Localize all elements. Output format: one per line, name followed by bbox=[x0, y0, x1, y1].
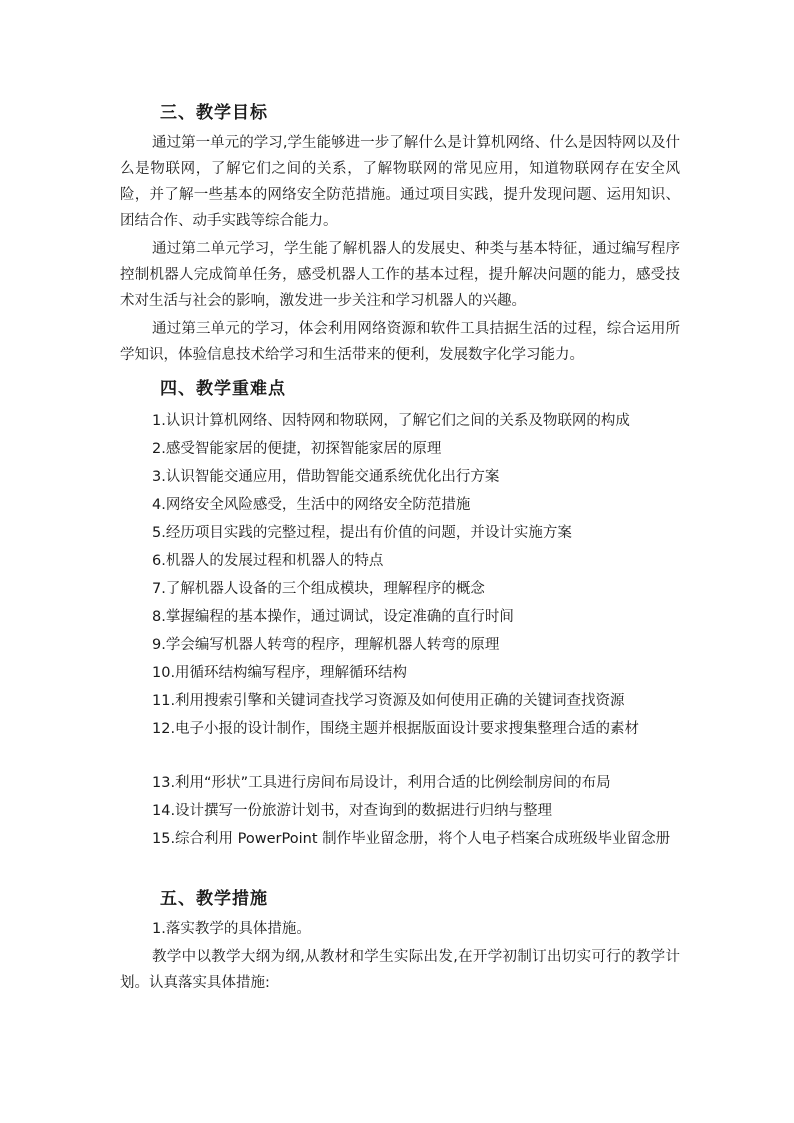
section-5-paragraph: 教学中以教学大纲为纲,从教材和学生实际出发,在开学初制订出切实可行的教学计划。认真落实具体措施: bbox=[120, 949, 680, 991]
section-4-heading: 四、教学重难点 bbox=[160, 379, 286, 399]
section-3-paragraph-2: 通过第二单元学习，学生能了解机器人的发展史、种类与基本特征，通过编写程序控制机器人完成简单任务，感受机器人工作的基本过程，提升解决问题的能力，感受技术对生活与社会的影响，激发进一步关注和学习机器人的兴趣。 bbox=[120, 241, 680, 309]
key-point-item: 7.了解机器人设备的三个组成模块，理解程序的概念 bbox=[152, 581, 485, 597]
section-5-heading: 五、教学措施 bbox=[160, 889, 268, 909]
key-point-item: 11.利用搜索引擎和关键词查找学习资源及如何使用正确的关键词查找资源 bbox=[152, 693, 625, 709]
key-point-item: 13.利用“形状”工具进行房间布局设计，利用合适的比例绘制房间的布局 bbox=[152, 775, 611, 791]
key-point-item: 3.认识智能交通应用，借助智能交通系统优化出行方案 bbox=[152, 469, 500, 485]
section-3-paragraph-1: 通过第一单元的学习,学生能够进一步了解什么是计算机网络、什么是因特网以及什么是物联网，了解它们之间的关系，了解物联网的常见应用，知道物联网存在安全风险，并了解一些基本的网络安全防范措施。通过项目实践，提升发现问题、运用知识、团结合作、动手实践等综合能力。 bbox=[120, 135, 680, 229]
key-point-item: 5.经历项目实践的完整过程，提出有价值的问题，并设计实施方案 bbox=[152, 525, 572, 541]
key-point-item: 8.掌握编程的基本操作，通过调试，设定准确的直行时间 bbox=[152, 609, 514, 625]
key-point-item: 10.用循环结构编写程序，理解循环结构 bbox=[152, 665, 408, 681]
key-point-item: 12.电子小报的设计制作，围绕主题并根据版面设计要求搜集整理合适的素材 bbox=[152, 721, 640, 737]
measure-subheading: 1.落实教学的具体措施。 bbox=[152, 921, 311, 937]
key-point-item: 14.设计撰写一份旅游计划书，对查询到的数据进行归纳与整理 bbox=[152, 803, 553, 819]
key-point-item: 1.认识计算机网络、因特网和物联网，了解它们之间的关系及物联网的构成 bbox=[152, 413, 630, 429]
key-point-item: 2.感受智能家居的便捷，初探智能家居的原理 bbox=[152, 441, 442, 457]
key-point-item: 15.综合利用 PowerPoint 制作毕业留念册，将个人电子档案合成班级毕业留念册 bbox=[152, 831, 671, 847]
section-3-paragraph-3: 通过第三单元的学习，体会利用网络资源和软件工具拮据生活的过程，综合运用所学知识，体验信息技术给学习和生活带来的便利，发展数字化学习能力。 bbox=[120, 321, 680, 363]
section-3-heading: 三、教学目标 bbox=[160, 103, 268, 123]
key-point-item: 9.学会编写机器人转弯的程序，理解机器人转弯的原理 bbox=[152, 637, 500, 653]
key-point-item: 6.机器人的发展过程和机器人的特点 bbox=[152, 553, 384, 569]
key-point-item: 4.网络安全风险感受，生活中的网络安全防范措施 bbox=[152, 497, 471, 513]
